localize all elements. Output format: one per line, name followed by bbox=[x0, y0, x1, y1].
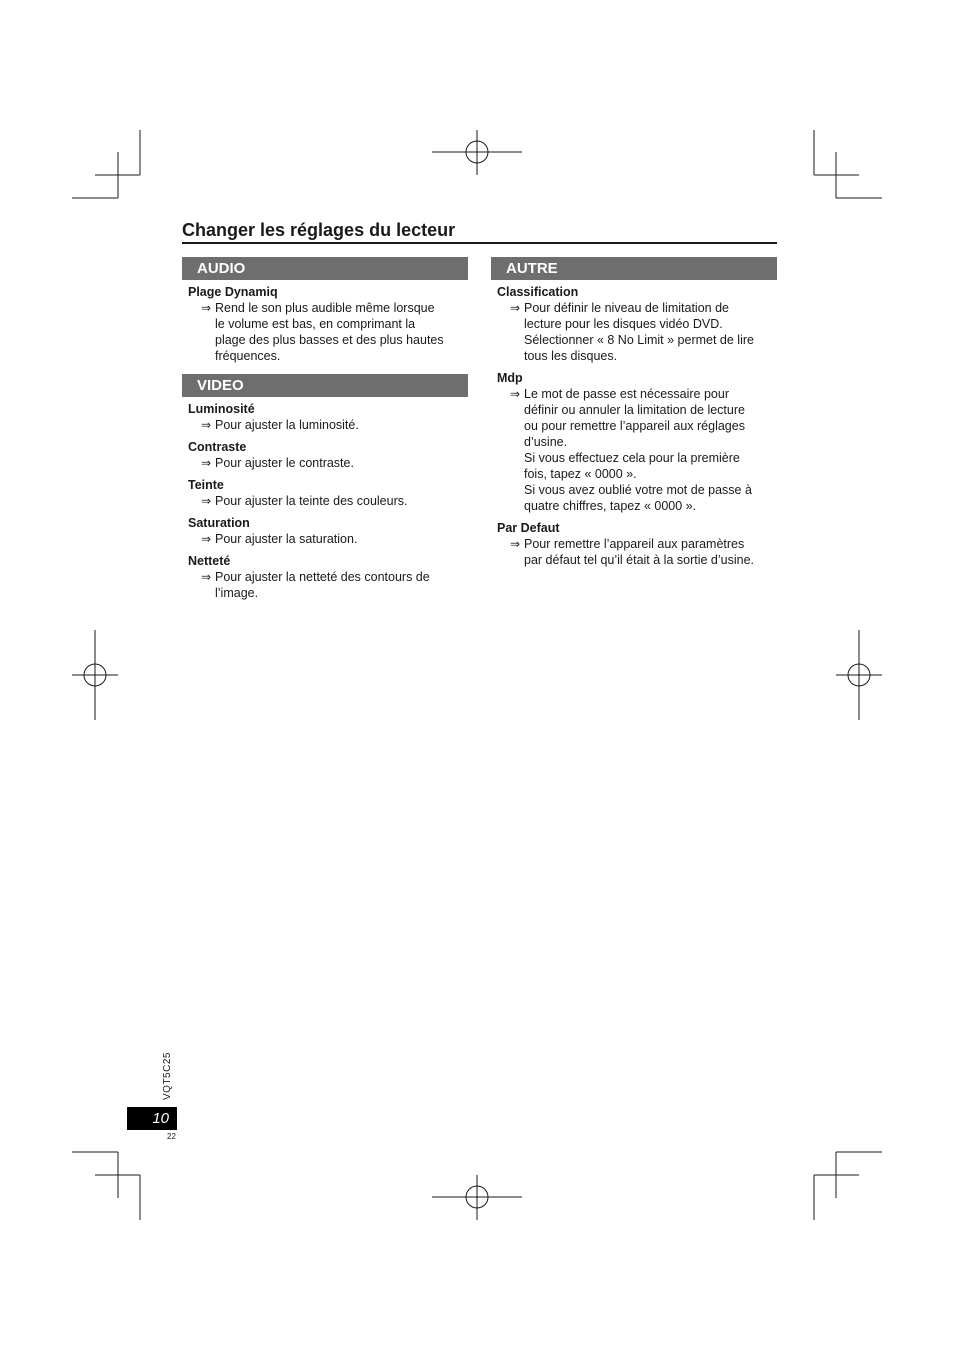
item-description: ⇒ Pour ajuster la netteté des contours de l’image. bbox=[201, 570, 430, 600]
settings-item bbox=[497, 284, 777, 364]
settings-item bbox=[188, 477, 468, 509]
item-description: ⇒ Rend le son plus audible même lorsque le volume est bas, en comprimant la plage des plus basses et des plus hautes fréquences. bbox=[201, 301, 444, 363]
model-code: VQT5C25 bbox=[162, 1052, 173, 1100]
settings-item bbox=[188, 515, 468, 547]
left-column bbox=[182, 257, 468, 611]
arrow-right-icon: ⇒ bbox=[201, 532, 212, 546]
settings-item bbox=[497, 520, 777, 568]
item-title: Plage Dynamiq bbox=[188, 285, 278, 299]
item-description: ⇒ Pour définir le niveau de limitation de lecture pour les disques vidéo DVD. Sélectionner « 8 No Limit » permet de lire tous les disques. bbox=[510, 301, 754, 363]
item-description: ⇒ Pour remettre l’appareil aux paramètres par défaut tel qu’il était à la sortie d’usine. bbox=[510, 537, 754, 567]
arrow-right-icon: ⇒ bbox=[201, 456, 212, 470]
item-description: ⇒ Pour ajuster le contraste. bbox=[201, 456, 354, 470]
settings-item bbox=[188, 439, 468, 471]
item-title: Classification bbox=[497, 285, 579, 299]
item-title: Par Defaut bbox=[497, 521, 560, 535]
item-description: ⇒ Pour ajuster la luminosité. bbox=[201, 418, 359, 432]
arrow-right-icon: ⇒ bbox=[510, 301, 521, 315]
arrow-right-icon: ⇒ bbox=[201, 570, 212, 584]
item-description: ⇒ Le mot de passe est nécessaire pour définir ou annuler la limitation de lecture ou pour remettre l’appareil aux réglages d’usine. Si vous effectuez cela pour la première fois, tapez « 0000 ». Si vous avez oublié votre mot de passe à quatre chiffres, tapez « 0000 ». bbox=[510, 387, 752, 513]
audio-section-heading: AUDIO bbox=[182, 257, 468, 280]
video-section bbox=[182, 374, 468, 601]
arrow-right-icon: ⇒ bbox=[201, 301, 212, 315]
arrow-right-icon: ⇒ bbox=[201, 494, 212, 508]
arrow-right-icon: ⇒ bbox=[510, 387, 521, 401]
audio-section bbox=[182, 257, 468, 364]
item-title: Teinte bbox=[188, 478, 224, 492]
right-column bbox=[491, 257, 777, 578]
settings-item bbox=[497, 370, 777, 514]
arrow-right-icon: ⇒ bbox=[201, 418, 212, 432]
page-title: Changer les réglages du lecteur bbox=[182, 219, 777, 244]
item-title: Netteté bbox=[188, 554, 231, 568]
settings-item bbox=[188, 401, 468, 433]
item-title: Luminosité bbox=[188, 402, 255, 416]
sub-page-number: 22 bbox=[167, 1132, 176, 1141]
autre-section bbox=[491, 257, 777, 568]
item-title: Contraste bbox=[188, 440, 247, 454]
settings-item bbox=[188, 553, 468, 601]
page-number: 10 bbox=[127, 1107, 177, 1130]
arrow-right-icon: ⇒ bbox=[510, 537, 521, 551]
item-title: Saturation bbox=[188, 516, 250, 530]
autre-section-heading: AUTRE bbox=[491, 257, 777, 280]
settings-item bbox=[188, 284, 468, 364]
video-section-heading: VIDEO bbox=[182, 374, 468, 397]
item-description: ⇒ Pour ajuster la saturation. bbox=[201, 532, 358, 546]
item-description: ⇒ Pour ajuster la teinte des couleurs. bbox=[201, 494, 408, 508]
item-title: Mdp bbox=[497, 371, 523, 385]
